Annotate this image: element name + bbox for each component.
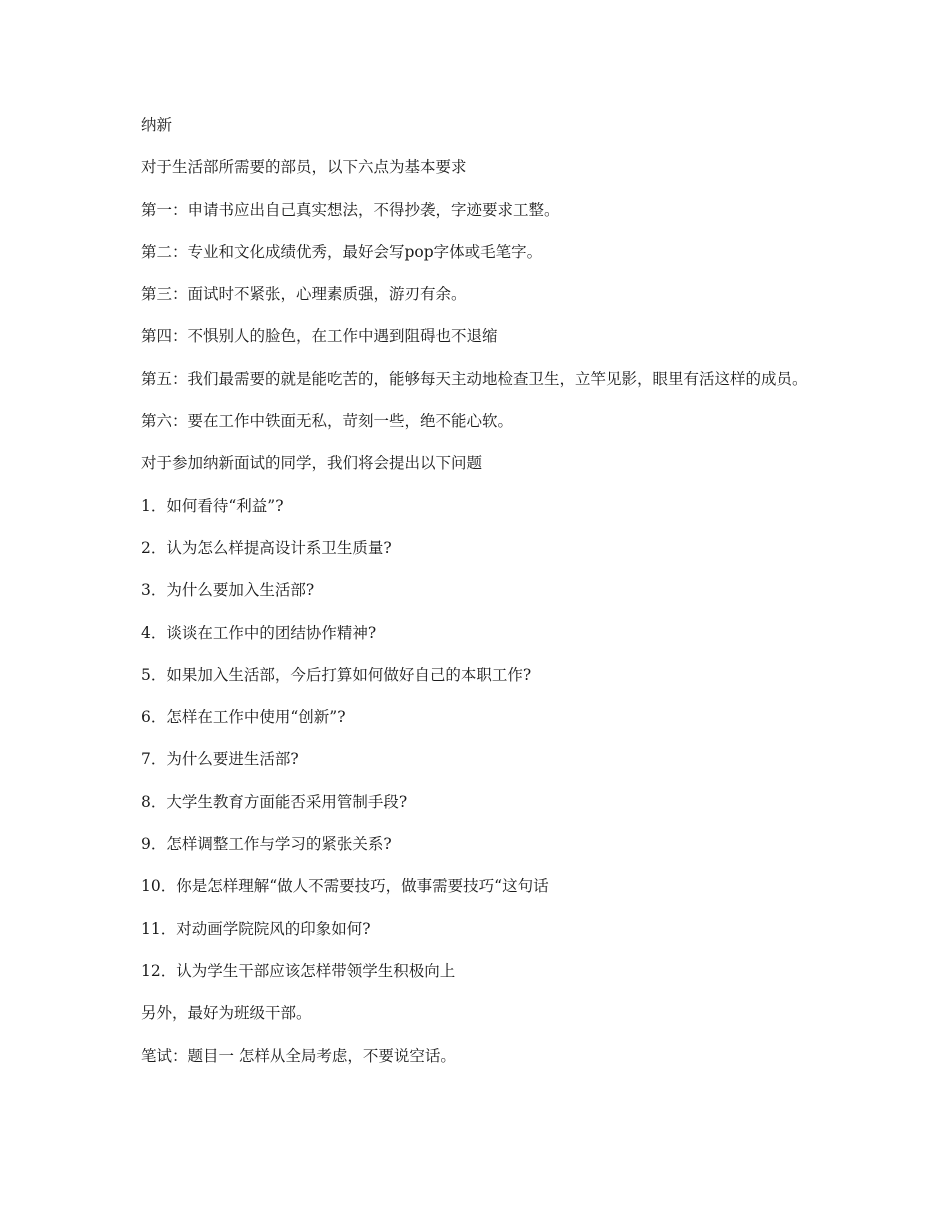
question-number: 3． <box>141 581 167 600</box>
question-number: 2． <box>141 538 167 557</box>
question-item <box>141 535 811 561</box>
requirement-1: 第一：申请书应出自己真实想法，不得抄袭，字迹要求工整。 <box>141 200 560 219</box>
question-number: 9． <box>141 835 167 854</box>
question-text: 你是怎样理解“做人不需要技巧，做事需要技巧“这句话 <box>176 877 549 896</box>
question-text: 怎样在工作中使用“创新”? <box>166 708 346 727</box>
written-test-note: 笔试：题目一 怎样从全局考虑，不要说空话。 <box>141 1046 456 1065</box>
question-number: 1． <box>141 496 167 515</box>
question-number: 7． <box>141 750 167 769</box>
question-text: 认为怎么样提高设计系卫生质量? <box>166 538 392 557</box>
document-body <box>141 112 811 1085</box>
question-text: 如何看待“利益”? <box>166 496 284 515</box>
question-number: 12． <box>141 961 177 980</box>
questions-intro: 对于参加纳新面试的同学，我们将会提出以下问题 <box>141 454 483 473</box>
question-number: 6． <box>141 708 167 727</box>
requirement-6: 第六：要在工作中铁面无私，苛刻一些，绝不能心软。 <box>141 412 514 431</box>
question-number: 5． <box>141 665 167 684</box>
requirement-2: 第二：专业和文化成绩优秀，最好会写pop字体或毛笔字。 <box>141 242 543 261</box>
question-text: 为什么要进生活部? <box>166 750 299 769</box>
question-text: 大学生教育方面能否采用管制手段? <box>166 792 408 811</box>
question-number: 8． <box>141 792 167 811</box>
question-item <box>141 831 811 857</box>
question-text: 认为学生干部应该怎样带领学生积极向上 <box>176 961 456 980</box>
question-item <box>141 958 811 984</box>
question-item <box>141 577 811 603</box>
question-text: 对动画学院院风的印象如何? <box>176 919 371 938</box>
question-item <box>141 746 811 772</box>
question-item <box>141 493 811 519</box>
question-text: 如果加入生活部，今后打算如何做好自己的本职工作? <box>166 665 532 684</box>
additional-note: 另外，最好为班级干部。 <box>141 1004 312 1023</box>
requirement-4: 第四：不惧别人的脸色，在工作中遇到阻碍也不退缩 <box>141 327 498 346</box>
question-item <box>141 916 811 942</box>
question-item <box>141 789 811 815</box>
requirements-intro: 对于生活部所需要的部员，以下六点为基本要求 <box>141 158 467 177</box>
question-item <box>141 662 811 688</box>
requirement-5: 第五：我们最需要的就是能吃苦的，能够每天主动地检查卫生，立竿见影，眼里有活这样的成员。 <box>141 369 808 388</box>
question-item <box>141 873 811 899</box>
question-item <box>141 620 811 646</box>
question-text: 谈谈在工作中的团结协作精神? <box>166 623 377 642</box>
document-title: 纳新 <box>141 116 173 134</box>
question-number: 11． <box>141 919 177 938</box>
question-item <box>141 704 811 730</box>
question-text: 为什么要加入生活部? <box>166 581 315 600</box>
question-text: 怎样调整工作与学习的紧张关系? <box>166 835 392 854</box>
question-number: 10． <box>141 877 177 896</box>
requirement-3: 第三：面试时不紧张，心理素质强，游刃有余。 <box>141 285 467 304</box>
question-number: 4． <box>141 623 167 642</box>
